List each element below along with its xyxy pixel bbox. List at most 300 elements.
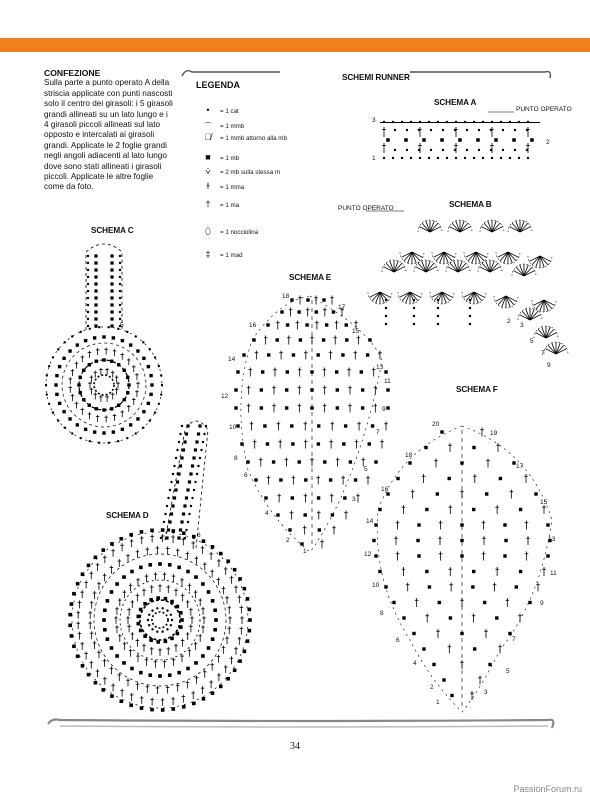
schema-e-row-number: 16 bbox=[249, 322, 257, 329]
stitch-mark bbox=[345, 323, 348, 326]
stitch-dot bbox=[442, 129, 444, 131]
stitch-dot bbox=[518, 157, 520, 159]
stitch-dot bbox=[418, 149, 420, 151]
stitch-mark bbox=[177, 536, 180, 539]
fan-stitch bbox=[512, 223, 520, 232]
stitch-mark bbox=[304, 478, 307, 481]
stitch-dot bbox=[80, 437, 82, 439]
stitch-dot bbox=[491, 121, 493, 123]
stitch-mark bbox=[460, 523, 463, 526]
stitch-mark bbox=[176, 480, 179, 483]
fan-stitch bbox=[468, 252, 476, 261]
stitch-dot bbox=[199, 457, 201, 459]
stitch-mark bbox=[87, 564, 91, 568]
stitch-mark bbox=[260, 406, 263, 409]
stitch-dot bbox=[469, 315, 471, 317]
stitch-dot bbox=[181, 425, 183, 427]
stitch-dot bbox=[203, 433, 205, 435]
stitch-mark bbox=[123, 398, 126, 401]
stitch-dot bbox=[178, 441, 180, 443]
stitch-mark bbox=[54, 383, 57, 386]
stitch-mark bbox=[136, 349, 139, 352]
stitch-mark bbox=[110, 590, 114, 594]
stitch-mark bbox=[110, 317, 113, 320]
stitch-dot bbox=[502, 149, 504, 151]
stitch-mark bbox=[211, 599, 215, 603]
stitch-dot bbox=[383, 121, 385, 123]
schema-a-row-1: 1 bbox=[372, 155, 376, 162]
stitch-dot bbox=[119, 297, 121, 299]
stitch-dot bbox=[57, 419, 59, 421]
stitch-mark bbox=[198, 424, 201, 427]
stitch-mark bbox=[197, 432, 200, 435]
stitch-dot bbox=[490, 129, 492, 131]
stitch-mark bbox=[186, 570, 190, 574]
stitch-dot bbox=[509, 157, 511, 159]
stitch-dot bbox=[172, 473, 174, 475]
fan-stitch bbox=[450, 263, 458, 272]
stitch-mark bbox=[94, 310, 97, 313]
schema-e-row-number: 4 bbox=[265, 510, 269, 517]
stitch-mark bbox=[139, 608, 143, 612]
stitch-mark bbox=[534, 492, 537, 495]
stitch-mark bbox=[176, 605, 180, 609]
stitch-mark bbox=[240, 442, 243, 445]
stitch-mark bbox=[130, 667, 134, 671]
stitch-dot bbox=[194, 481, 196, 483]
stitch-dot bbox=[46, 374, 48, 376]
stitch-mark bbox=[170, 600, 174, 604]
stitch-mark bbox=[176, 632, 180, 636]
stitch-dot bbox=[478, 149, 480, 151]
stitch-mark bbox=[180, 456, 183, 459]
stitch-mark bbox=[110, 289, 113, 292]
stitch-mark bbox=[148, 563, 152, 567]
schema-f-row-number: 7 bbox=[512, 636, 516, 643]
stitch-dot bbox=[119, 255, 121, 257]
stitch-mark bbox=[177, 671, 181, 675]
stitch-mark bbox=[310, 388, 313, 391]
stitch-mark bbox=[499, 477, 502, 480]
stitch-mark bbox=[503, 554, 506, 557]
stitch-dot bbox=[163, 521, 165, 523]
stitch-mark bbox=[546, 554, 549, 557]
schema-c-row-5: 5 bbox=[120, 322, 124, 329]
stitch-mark bbox=[226, 677, 230, 681]
fan-stitch bbox=[442, 292, 450, 301]
stitch-mark bbox=[471, 585, 474, 588]
stitch-mark bbox=[261, 370, 264, 373]
stitch-mark bbox=[458, 138, 462, 142]
stitch-mark bbox=[495, 616, 498, 619]
fan-stitch bbox=[430, 223, 438, 232]
stitch-mark bbox=[183, 504, 186, 507]
schema-f-row-number: 4 bbox=[413, 660, 417, 667]
stitch-mark bbox=[82, 369, 85, 372]
stitch-mark bbox=[119, 537, 123, 541]
stitch-mark bbox=[143, 602, 147, 606]
stitch-dot bbox=[166, 505, 168, 507]
stitch-dot bbox=[87, 262, 89, 264]
stitch-mark bbox=[374, 523, 377, 526]
stitch-dot bbox=[502, 129, 504, 131]
stitch-dot bbox=[160, 393, 162, 395]
stitch-mark bbox=[528, 601, 531, 604]
stitch-mark bbox=[68, 349, 71, 352]
stitch-mark bbox=[140, 530, 144, 534]
stitch-mark bbox=[476, 138, 480, 142]
stitch-dot bbox=[167, 497, 169, 499]
stitch-dot bbox=[482, 157, 484, 159]
legend-symbol: ■ bbox=[205, 152, 211, 162]
schema-b-row-3: 3 bbox=[520, 322, 524, 329]
stitch-dot bbox=[87, 297, 89, 299]
stitch-mark bbox=[185, 432, 188, 435]
stitch-mark bbox=[94, 289, 97, 292]
stitch-mark bbox=[472, 570, 475, 573]
stitch-dot bbox=[413, 315, 415, 317]
stitch-dot bbox=[446, 157, 448, 159]
stitch-mark bbox=[488, 663, 491, 666]
stitch-mark bbox=[322, 298, 325, 301]
stitch-mark bbox=[242, 353, 245, 356]
stitch-dot bbox=[149, 348, 151, 350]
stitch-mark bbox=[122, 661, 126, 665]
stitch-dot bbox=[473, 121, 475, 123]
stitch-mark bbox=[472, 508, 475, 511]
stitch-mark bbox=[94, 275, 97, 278]
schema-f-row-number: 12 bbox=[364, 551, 372, 558]
schema-f-row-number: 6 bbox=[396, 637, 400, 644]
stitch-dot bbox=[45, 384, 47, 386]
stitch-mark bbox=[106, 599, 110, 603]
stitch-dot bbox=[170, 614, 172, 616]
stitch-mark bbox=[93, 430, 96, 433]
stitch-mark bbox=[68, 613, 72, 617]
stitch-dot bbox=[478, 129, 480, 131]
fan-stitch bbox=[418, 263, 426, 272]
stitch-mark bbox=[374, 554, 377, 557]
fan-stitch bbox=[484, 223, 492, 232]
stitch-mark bbox=[460, 461, 463, 464]
stitch-mark bbox=[211, 637, 215, 641]
stitch-mark bbox=[436, 492, 439, 495]
schema-a-diagram bbox=[380, 122, 540, 123]
stitch-mark bbox=[304, 513, 307, 516]
stitch-mark bbox=[110, 646, 114, 650]
stitch-dot bbox=[185, 529, 187, 531]
stitch-mark bbox=[512, 138, 516, 142]
stitch-mark bbox=[344, 424, 347, 427]
stitch-dot bbox=[176, 449, 178, 451]
stitch-mark bbox=[110, 303, 113, 306]
stitch-dot bbox=[428, 157, 430, 159]
stitch-mark bbox=[233, 668, 237, 672]
stitch-mark bbox=[192, 535, 196, 539]
stitch-mark bbox=[428, 585, 431, 588]
legend-symbol: † bbox=[205, 199, 211, 209]
stitch-mark bbox=[252, 338, 255, 341]
stitch-mark bbox=[460, 539, 463, 542]
fan-stitch bbox=[556, 345, 564, 354]
stitch-mark bbox=[207, 646, 211, 650]
stitch-dot bbox=[383, 157, 385, 159]
stitch-dot bbox=[514, 149, 516, 151]
legend-label: = 1 mb bbox=[220, 155, 240, 162]
stitch-dot bbox=[119, 311, 121, 313]
fan-stitch bbox=[404, 252, 412, 261]
stitch-mark bbox=[263, 424, 266, 427]
stitch-dot bbox=[154, 356, 156, 358]
stitch-mark bbox=[95, 407, 98, 410]
stitch-dot bbox=[469, 307, 471, 309]
stitch-dot bbox=[119, 283, 121, 285]
stitch-dot bbox=[119, 290, 121, 292]
stitch-mark bbox=[378, 570, 381, 573]
stitch-dot bbox=[188, 513, 190, 515]
stitch-mark bbox=[341, 353, 344, 356]
fan-stitch bbox=[372, 292, 380, 301]
stitch-mark bbox=[94, 261, 97, 264]
stitch-mark bbox=[325, 323, 328, 326]
stitch-dot bbox=[437, 299, 439, 301]
stitch-dot bbox=[98, 326, 100, 328]
stitch-dot bbox=[151, 609, 153, 611]
fan-stitch bbox=[482, 263, 490, 272]
stitch-mark bbox=[156, 640, 160, 644]
stitch-mark bbox=[110, 542, 114, 546]
stitch-mark bbox=[318, 528, 321, 531]
stitch-dot bbox=[161, 384, 163, 386]
stitch-dot bbox=[108, 442, 110, 444]
schema-e-row-number: 17 bbox=[338, 304, 346, 311]
schema-c-title: SCHEMA C bbox=[91, 226, 134, 235]
stitch-dot bbox=[173, 465, 175, 467]
stitch-mark bbox=[425, 570, 428, 573]
stitch-mark bbox=[76, 654, 80, 658]
stitch-mark bbox=[102, 335, 105, 338]
stitch-mark bbox=[412, 632, 415, 635]
stitch-mark bbox=[126, 391, 129, 394]
stitch-dot bbox=[401, 121, 403, 123]
stitch-mark bbox=[272, 460, 275, 463]
stitch-mark bbox=[194, 661, 198, 665]
stitch-dot bbox=[500, 157, 502, 159]
stitch-mark bbox=[117, 363, 120, 366]
stitch-mark bbox=[315, 310, 318, 313]
stitch-mark bbox=[291, 496, 294, 499]
stitch-mark bbox=[72, 644, 76, 648]
stitch-dot bbox=[385, 323, 387, 325]
stitch-mark bbox=[158, 674, 162, 678]
stitch-dot bbox=[190, 505, 192, 507]
schema-f-row-number: 11 bbox=[550, 570, 557, 577]
schema-e-row-number: 13 bbox=[376, 364, 384, 371]
stitch-mark bbox=[110, 282, 113, 285]
stitch-mark bbox=[299, 338, 302, 341]
stitch-dot bbox=[527, 121, 529, 123]
stitch-mark bbox=[408, 461, 411, 464]
stitch-dot bbox=[166, 628, 168, 630]
stitch-dot bbox=[171, 619, 173, 621]
fan-stitch bbox=[476, 252, 484, 261]
stitch-mark bbox=[305, 323, 308, 326]
legend-label: = 1 mma bbox=[220, 184, 245, 191]
stitch-dot bbox=[413, 307, 415, 309]
stitch-mark bbox=[150, 708, 154, 712]
stitch-mark bbox=[149, 374, 152, 377]
stitch-mark bbox=[94, 268, 97, 271]
stitch-mark bbox=[450, 694, 453, 697]
stitch-dot bbox=[164, 513, 166, 515]
stitch-mark bbox=[202, 539, 206, 543]
stitch-mark bbox=[416, 539, 419, 542]
stitch-dot bbox=[413, 299, 415, 301]
stitch-dot bbox=[385, 299, 387, 301]
stitch-mark bbox=[182, 531, 186, 535]
stitch-mark bbox=[164, 597, 168, 601]
stitch-dot bbox=[418, 129, 420, 131]
stitch-dot bbox=[71, 335, 73, 337]
stitch-mark bbox=[424, 446, 427, 449]
stitch-mark bbox=[186, 424, 189, 427]
stitch-mark bbox=[179, 611, 183, 615]
stitch-dot bbox=[117, 440, 119, 442]
stitch-mark bbox=[404, 138, 408, 142]
stitch-mark bbox=[149, 393, 152, 396]
stitch-mark bbox=[115, 654, 119, 658]
stitch-dot bbox=[170, 481, 172, 483]
stitch-mark bbox=[192, 456, 195, 459]
stitch-dot bbox=[149, 419, 151, 421]
fan-stitch bbox=[386, 263, 394, 272]
legend-label: = 1 mmb bbox=[220, 123, 245, 130]
stitch-mark bbox=[316, 353, 319, 356]
schema-e-row-number: 12 bbox=[221, 393, 229, 400]
stitch-mark bbox=[201, 654, 205, 658]
stitch-mark bbox=[148, 673, 152, 677]
stitch-mark bbox=[123, 369, 126, 372]
stitch-mark bbox=[110, 261, 113, 264]
stitch-dot bbox=[197, 465, 199, 467]
stitch-mark bbox=[392, 601, 395, 604]
fan-stitch bbox=[452, 223, 460, 232]
stitch-mark bbox=[345, 338, 348, 341]
stitch-dot bbox=[108, 326, 110, 328]
stitch-dot bbox=[87, 269, 89, 271]
stitch-mark bbox=[174, 488, 177, 491]
stitch-dot bbox=[454, 129, 456, 131]
stitch-dot bbox=[160, 537, 162, 539]
stitch-mark bbox=[238, 577, 242, 581]
stitch-mark bbox=[156, 596, 160, 600]
stitch-mark bbox=[102, 618, 106, 622]
stitch-dot bbox=[406, 129, 408, 131]
stitch-mark bbox=[189, 472, 192, 475]
stitch-mark bbox=[129, 533, 133, 537]
schema-e-row-number: 15 bbox=[352, 328, 360, 335]
stitch-mark bbox=[310, 406, 313, 409]
stitch-mark bbox=[368, 338, 371, 341]
fan-stitch bbox=[426, 263, 434, 272]
stitch-mark bbox=[248, 629, 252, 633]
stitch-mark bbox=[171, 707, 175, 711]
stitch-mark bbox=[291, 442, 294, 445]
stitch-mark bbox=[440, 138, 444, 142]
stitch-mark bbox=[207, 590, 211, 594]
stitch-mark bbox=[93, 336, 96, 339]
stitch-mark bbox=[343, 496, 346, 499]
stitch-dot bbox=[154, 411, 156, 413]
stitch-mark bbox=[494, 138, 498, 142]
stitch-mark bbox=[94, 282, 97, 285]
schema-f-row-number: 5 bbox=[506, 668, 510, 675]
stitch-mark bbox=[121, 428, 124, 431]
stitch-mark bbox=[137, 615, 141, 619]
stitch-mark bbox=[110, 268, 113, 271]
stitch-dot bbox=[161, 529, 163, 531]
stitch-dot bbox=[419, 121, 421, 123]
stitch-dot bbox=[469, 299, 471, 301]
stitch-dot bbox=[80, 331, 82, 333]
stitch-mark bbox=[139, 671, 143, 675]
stitch-mark bbox=[213, 628, 217, 632]
stitch-mark bbox=[298, 460, 301, 463]
stitch-dot bbox=[87, 304, 89, 306]
stitch-mark bbox=[238, 659, 242, 663]
stitch-mark bbox=[167, 528, 170, 531]
stitch-mark bbox=[432, 663, 435, 666]
stitch-mark bbox=[179, 528, 182, 531]
stitch-mark bbox=[233, 568, 237, 572]
stitch-dot bbox=[48, 403, 50, 405]
fan-stitch bbox=[536, 300, 544, 309]
stitch-dot bbox=[158, 365, 160, 367]
stitch-mark bbox=[317, 424, 320, 427]
stitch-mark bbox=[122, 575, 126, 579]
stitch-mark bbox=[285, 406, 288, 409]
legend-symbol: ⬯ bbox=[205, 226, 211, 236]
fan-stitch bbox=[402, 292, 410, 301]
stitch-mark bbox=[62, 357, 65, 360]
stitch-dot bbox=[126, 331, 128, 333]
stitch-mark bbox=[440, 430, 443, 433]
stitch-mark bbox=[94, 303, 97, 306]
schema-f-row-number: 19 bbox=[490, 430, 498, 437]
stitch-mark bbox=[515, 585, 518, 588]
stitch-mark bbox=[310, 370, 313, 373]
stitch-mark bbox=[226, 559, 230, 563]
stitch-mark bbox=[329, 478, 332, 481]
stitch-mark bbox=[58, 365, 61, 368]
stitch-dot bbox=[406, 149, 408, 151]
stitch-mark bbox=[84, 339, 87, 342]
stitch-dot bbox=[184, 537, 186, 539]
stitch-mark bbox=[182, 512, 185, 515]
stitch-dot bbox=[151, 628, 153, 630]
legend bbox=[196, 80, 240, 96]
stitch-dot bbox=[410, 121, 412, 123]
stitch-mark bbox=[161, 708, 165, 712]
stitch-dot bbox=[455, 157, 457, 159]
fan-stitch bbox=[538, 329, 546, 338]
legend-title: LEGENDA bbox=[196, 80, 241, 90]
stitch-dot bbox=[98, 442, 100, 444]
stitch-dot bbox=[385, 307, 387, 309]
stitch-dot bbox=[500, 121, 502, 123]
stitch-dot bbox=[196, 473, 198, 475]
stitch-dot bbox=[428, 121, 430, 123]
